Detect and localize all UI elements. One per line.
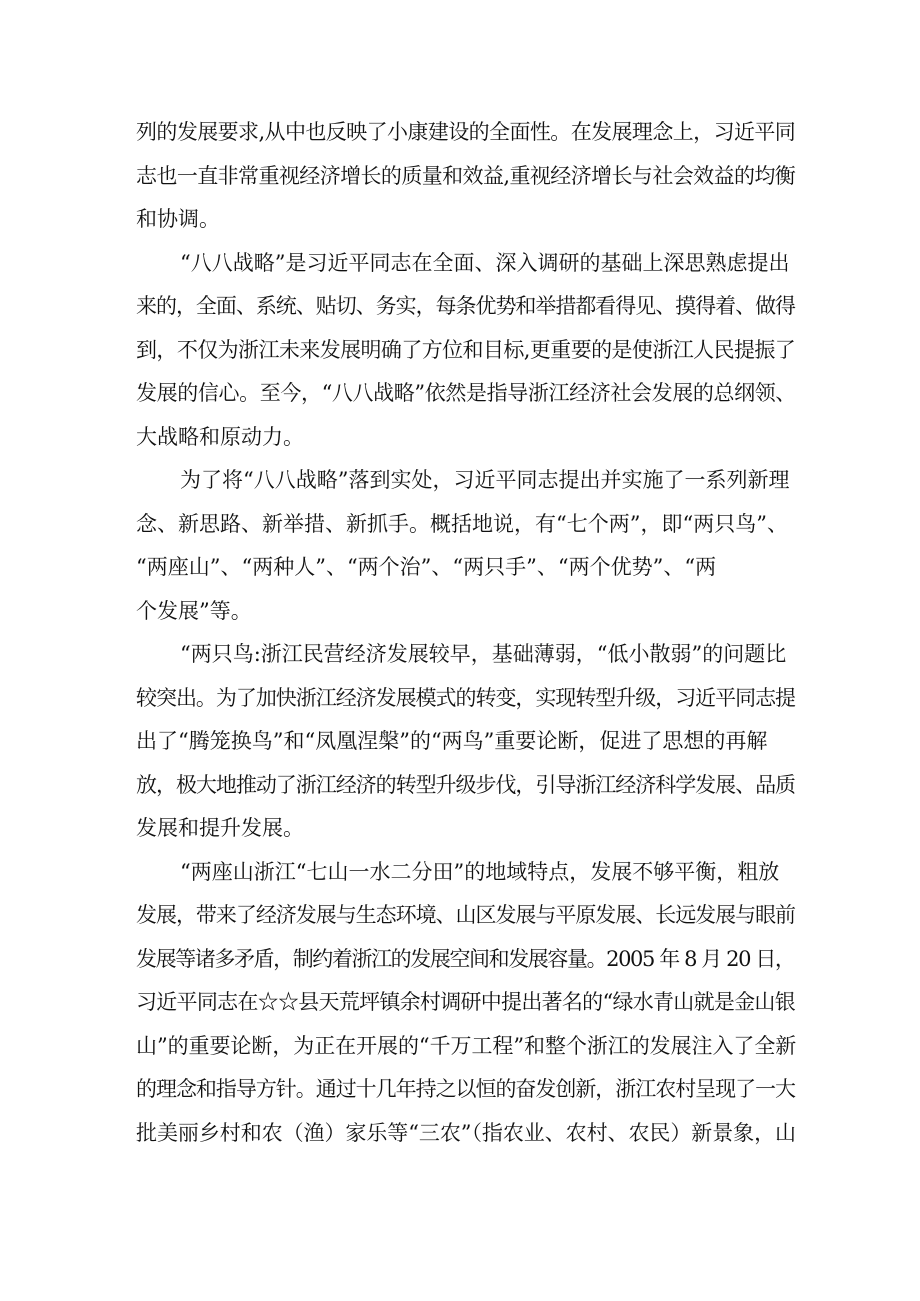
text-line: 个发展”等。 [136, 599, 252, 623]
text-line: 念、新思路、新举措、新抓手。概括地说，有“七个两”，即“两只鸟”、 [136, 512, 788, 536]
text-line: 大战略和原动力。 [136, 425, 304, 449]
text-line: “两座山”、“两种人”、“两个治”、“两只手”、“两个优势”、“两 [136, 555, 717, 579]
text-line: 和协调。 [136, 207, 220, 231]
text-line: 到，不仅为浙江未来发展明确了方位和目标,更重要的是使浙江人民提振了 [136, 338, 796, 362]
text-line: 的理念和指导方针。通过十几年持之以恒的奋发创新，浙江农村呈现了一大 [136, 1077, 796, 1101]
text-line: 出了“腾笼换鸟”和“凤凰涅槃”的“两鸟”重要论断，促进了思想的再解 [136, 729, 768, 753]
text-line: 来的，全面、系统、贴切、务实，每条优势和举措都看得见、摸得着、做得 [136, 294, 796, 318]
text-line: 山”的重要论断，为正在开展的“千万工程”和整个浙江的发展注入了全新 [136, 1034, 797, 1058]
text-line: 习近平同志在☆☆县天荒坪镇余村调研中提出著名的“绿水青山就是金山银 [136, 990, 795, 1014]
text-line: 发展等诸多矛盾，制约着浙江的发展空间和发展容量。2005 年 8 月 20 日， [136, 947, 795, 971]
text-line: 较突出。为了加快浙江经济发展模式的转变，实现转型升级，习近平同志提 [136, 686, 796, 710]
text-line: 发展和提升发展。 [136, 816, 304, 840]
text-line: “两座山浙江“七山一水二分田”的地域特点，发展不够平衡，粗放 [180, 860, 780, 884]
text-line: 发展，带来了经济发展与生态环境、山区发展与平原发展、长远发展与眼前 [136, 903, 796, 927]
text-line: 批美丽乡村和农（渔）家乐等“三农”（指农业、农村、农民）新景象，山 [136, 1121, 796, 1145]
text-line: 列的发展要求,从中也反映了小康建设的全面性。在发展理念上，习近平同 [136, 120, 796, 144]
text-line: 放，极大地推动了浙江经济的转型升级步伐，引导浙江经济科学发展、品质 [136, 773, 796, 797]
text-line: 为了将“八八战略”落到实处，习近平同志提出并实施了一系列新理 [180, 468, 790, 492]
text-line: “八八战略”是习近平同志在全面、深入调研的基础上深思熟虑提出 [180, 251, 790, 275]
text-line: 志也一直非常重视经济增长的质量和效益,重视经济增长与社会效益的均衡 [136, 164, 796, 188]
text-line: 发展的信心。至今，“八八战略”依然是指导浙江经济社会发展的总纲领、 [136, 381, 796, 405]
text-line: “两只鸟:浙江民营经济发展较早，基础薄弱，“低小散弱”的问题比 [180, 642, 787, 666]
